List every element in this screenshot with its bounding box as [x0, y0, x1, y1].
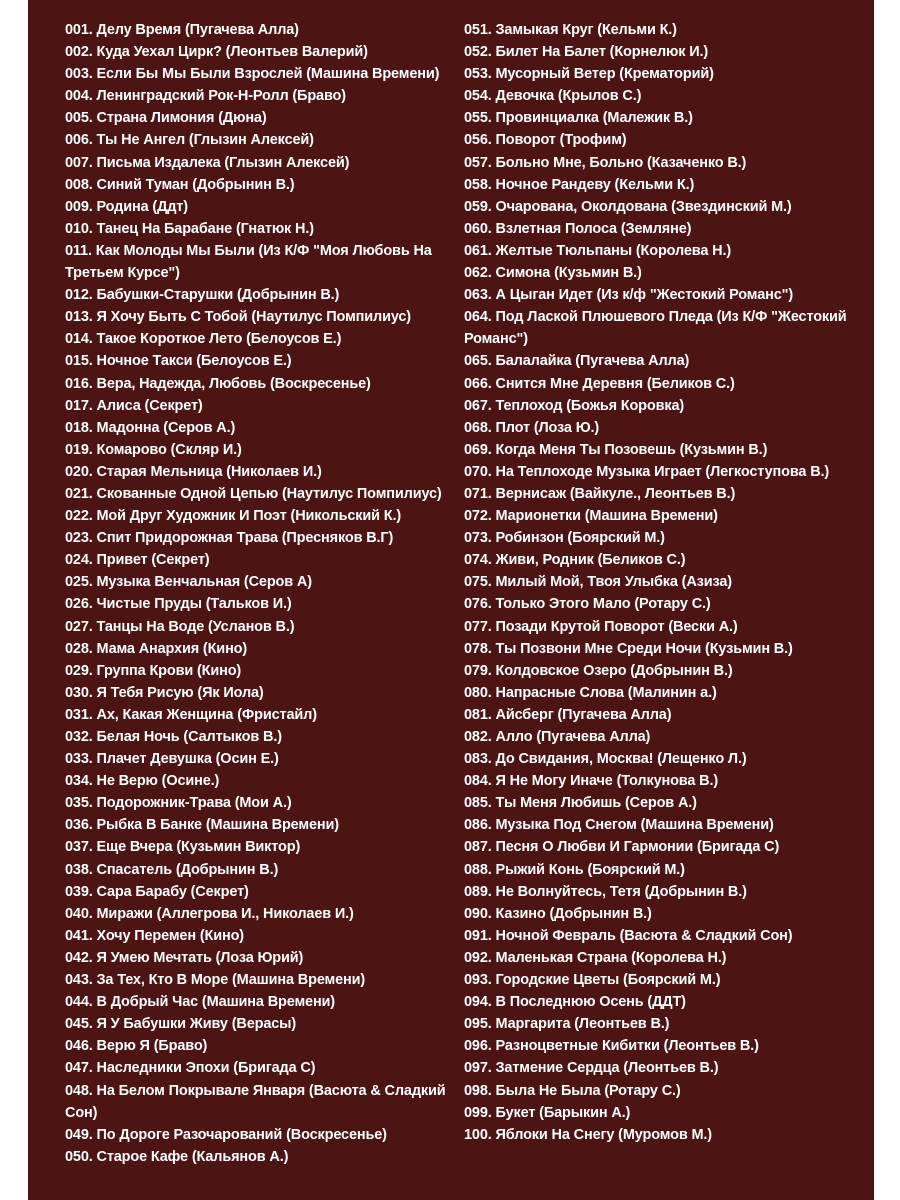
track-entry: 063. А Цыган Идет (Из к/ф "Жестокий Романс"): [464, 287, 794, 304]
track-entry: 007. Письма Издалека (Глызин Алексей): [65, 154, 350, 171]
track-entry: 059. Очарована, Околдована (Звездинский М.): [464, 198, 792, 215]
track-entry: 077. Позади Крутой Поворот (Вески А.): [464, 618, 738, 635]
track-entry: 036. Рыбка В Банке (Машина Времени): [65, 817, 339, 834]
track-entry: 076. Только Этого Мало (Ротару С.): [464, 596, 711, 613]
track-entry: 024. Привет (Секрет): [65, 552, 210, 569]
track-entry: 071. Вернисаж (Вайкуле., Леонтьев В.): [464, 485, 736, 502]
track-entry: 062. Симона (Кузьмин В.): [464, 265, 642, 282]
track-entry: 081. Айсберг (Пугачева Алла): [464, 706, 672, 723]
track-entry: 064. Под Лаской Плюшевого Пледа (Из К/Ф "Жестокий Романс"): [464, 309, 847, 348]
track-entry: 010. Танец На Барабане (Гнатюк Н.): [65, 220, 314, 237]
track-entry: 099. Букет (Барыкин А.): [464, 1104, 631, 1121]
track-entry: 060. Взлетная Полоса (Земляне): [464, 220, 692, 237]
track-entry: 042. Я Умею Мечтать (Лоза Юрий): [65, 949, 304, 966]
track-entry: 065. Балалайка (Пугачева Алла): [464, 353, 690, 370]
track-entry: 053. Мусорный Ветер (Крематорий): [464, 66, 714, 83]
track-entry: 092. Маленькая Страна (Королева Н.): [464, 949, 727, 966]
track-entry: 023. Спит Придорожная Трава (Пресняков В.Г): [65, 530, 394, 547]
track-entry: 034. Не Верю (Осине.): [65, 773, 220, 790]
track-entry: 094. В Последнюю Осень (ДДТ): [464, 994, 686, 1011]
track-entry: 038. Спасатель (Добрынин В.): [65, 861, 279, 878]
track-entry: 012. Бабушки-Старушки (Добрынин В.): [65, 287, 340, 304]
track-entry: 093. Городские Цветы (Боярский М.): [464, 972, 721, 989]
track-entry: 098. Была Не Была (Ротару С.): [464, 1082, 681, 1099]
track-entry: 045. Я У Бабушки Живу (Верасы): [65, 1016, 297, 1033]
track-entry: 039. Сара Барабу (Секрет): [65, 883, 249, 900]
track-entry: 047. Наследники Эпохи (Бригада С): [65, 1060, 316, 1077]
track-entry: 091. Ночной Февраль (Васюта & Сладкий Сон): [464, 927, 793, 944]
track-entry: 086. Музыка Под Снегом (Машина Времени): [464, 817, 774, 834]
track-entry: 021. Скованные Одной Цепью (Наутилус Помпилиус): [65, 485, 442, 502]
track-entry: 003. Если Бы Мы Были Взрослей (Машина Времени): [65, 66, 440, 83]
track-entry: 026. Чистые Пруды (Тальков И.): [65, 596, 292, 613]
track-entry: 025. Музыка Венчальная (Серов А): [65, 574, 312, 591]
track-entry: 037. Еще Вчера (Кузьмин Виктор): [65, 839, 301, 856]
track-entry: 084. Я Не Могу Иначе (Толкунова В.): [464, 773, 719, 790]
track-entry: 016. Вера, Надежда, Любовь (Воскресенье): [65, 375, 371, 392]
track-entry: 008. Синий Туман (Добрынин В.): [65, 176, 295, 193]
track-entry: 085. Ты Меня Любишь (Серов А.): [464, 795, 697, 812]
track-entry: 072. Марионетки (Машина Времени): [464, 508, 718, 525]
track-entry: 015. Ночное Такси (Белоусов Е.): [65, 353, 292, 370]
track-entry: 052. Билет На Балет (Корнелюк И.): [464, 44, 709, 61]
track-entry: 046. Верю Я (Браво): [65, 1038, 208, 1055]
track-entry: 097. Затмение Сердца (Леонтьев В.): [464, 1060, 719, 1077]
track-entry: 057. Больно Мне, Больно (Казаченко В.): [464, 154, 747, 171]
track-entry: 041. Хочу Перемен (Кино): [65, 927, 244, 944]
track-entry: 043. За Тех, Кто В Море (Машина Времени): [65, 972, 366, 989]
track-entry: 089. Не Волнуйтесь, Тетя (Добрынин В.): [464, 883, 747, 900]
track-entry: 030. Я Тебя Рисую (Як Иола): [65, 684, 264, 701]
track-entry: 005. Страна Лимония (Дюна): [65, 110, 267, 127]
track-entry: 075. Милый Мой, Твоя Улыбка (Азиза): [464, 574, 732, 591]
track-entry: 068. Плот (Лоза Ю.): [464, 419, 600, 436]
track-entry: 055. Провинциалка (Малежик В.): [464, 110, 693, 127]
track-entry: 050. Старое Кафе (Кальянов А.): [65, 1148, 289, 1165]
tracklist-column-left: [65, 19, 465, 1168]
track-entry: 079. Колдовское Озеро (Добрынин В.): [464, 662, 733, 679]
track-entry: 002. Куда Уехал Цирк? (Леонтьев Валерий): [65, 44, 368, 61]
track-entry: 040. Миражи (Аллегрова И., Николаев И.): [65, 905, 354, 922]
track-entry: 080. Напрасные Слова (Малинин а.): [464, 684, 717, 701]
track-entry: 096. Разноцветные Кибитки (Леонтьев В.): [464, 1038, 759, 1055]
track-entry: 004. Ленинградский Рок-Н-Ролл (Браво): [65, 88, 346, 105]
track-entry: 031. Ах, Какая Женщина (Фристайл): [65, 706, 317, 723]
track-entry: 027. Танцы На Воде (Усланов В.): [65, 618, 295, 635]
track-entry: 020. Старая Мельница (Николаев И.): [65, 463, 322, 480]
track-entry: 082. Алло (Пугачева Алла): [464, 729, 651, 745]
tracklist-panel: [28, 0, 874, 1200]
track-entry: 018. Мадонна (Серов А.): [65, 419, 236, 436]
track-entry: 100. Яблоки На Снегу (Муромов М.): [464, 1126, 712, 1143]
track-entry: 029. Группа Крови (Кино): [65, 662, 242, 679]
track-entry: 022. Мой Друг Художник И Поэт (Никольский К.): [65, 508, 402, 525]
track-entry: 090. Казино (Добрынин В.): [464, 905, 652, 922]
track-entry: 073. Робинзон (Боярский М.): [464, 530, 665, 547]
track-entry: 013. Я Хочу Быть С Тобой (Наутилус Помпилиус): [65, 309, 411, 326]
track-entry: 066. Снится Мне Деревня (Беликов С.): [464, 375, 735, 392]
track-entry: 069. Когда Меня Ты Позовешь (Кузьмин В.): [464, 441, 768, 458]
track-entry: 028. Мама Анархия (Кино): [65, 640, 248, 657]
track-entry: 095. Маргарита (Леонтьев В.): [464, 1016, 670, 1033]
track-entry: 087. Песня О Любви И Гармонии (Бригада С): [464, 839, 780, 856]
track-entry: 001. Делу Время (Пугачева Алла): [65, 22, 299, 38]
track-entry: 049. По Дороге Разочарований (Воскресенье): [65, 1126, 387, 1143]
track-entry: 009. Родина (Ддт): [65, 198, 188, 215]
track-entry: 032. Белая Ночь (Салтыков В.): [65, 729, 282, 745]
track-entry: 056. Поворот (Трофим): [464, 132, 627, 149]
track-entry: 011. Как Молоды Мы Были (Из К/Ф "Моя Любовь На Третьем Курсе"): [65, 242, 432, 282]
track-entry: 070. На Теплоходе Музыка Играет (Легкоступова В.): [464, 463, 830, 480]
track-entry: 006. Ты Не Ангел (Глызин Алексей): [65, 132, 314, 149]
track-entry: 019. Комарово (Скляр И.): [65, 441, 242, 458]
track-entry: 017. Алиса (Секрет): [65, 397, 203, 414]
track-entry: 048. На Белом Покрывале Января (Васюта & Сладкий Сон): [65, 1082, 446, 1121]
track-entry: 051. Замыкая Круг (Кельми К.): [464, 22, 677, 38]
tracklist-column-right: [464, 19, 864, 1146]
track-entry: 067. Теплоход (Божья Коровка): [464, 397, 685, 414]
track-entry: 044. В Добрый Час (Машина Времени): [65, 994, 335, 1011]
track-entry: 054. Девочка (Крылов С.): [464, 88, 642, 105]
track-entry: 088. Рыжий Конь (Боярский М.): [464, 861, 685, 878]
track-entry: 014. Такое Короткое Лето (Белоусов Е.): [65, 331, 342, 348]
track-entry: 074. Живи, Родник (Беликов С.): [464, 552, 686, 569]
track-entry: 035. Подорожник-Трава (Мои А.): [65, 795, 292, 812]
track-entry: 061. Желтые Тюльпаны (Королева Н.): [464, 242, 732, 259]
track-entry: 033. Плачет Девушка (Осин Е.): [65, 751, 279, 768]
track-entry: 078. Ты Позвони Мне Среди Ночи (Кузьмин В.): [464, 640, 793, 657]
track-entry: 058. Ночное Рандеву (Кельми К.): [464, 176, 695, 193]
track-entry: 083. До Свидания, Москва! (Лещенко Л.): [464, 751, 747, 768]
